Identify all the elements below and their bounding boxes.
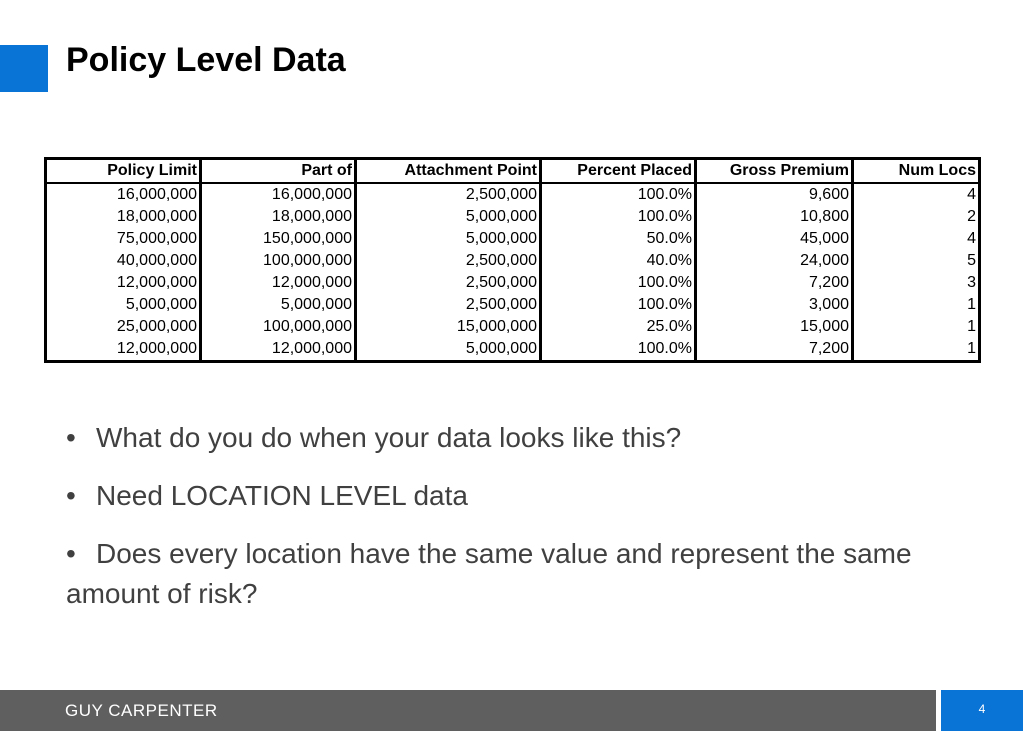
table-row (46, 206, 980, 228)
table-cell: 9,600 (696, 183, 853, 206)
table-cell: 4 (853, 183, 980, 206)
table-cell: 2,500,000 (356, 183, 541, 206)
table-cell: 16,000,000 (201, 183, 356, 206)
policy-data-table (44, 157, 981, 363)
table-cell: 3,000 (696, 294, 853, 316)
header-part-of: Part of (201, 159, 356, 184)
table-cell: 1 (853, 316, 980, 338)
table-cell: 18,000,000 (201, 206, 356, 228)
table-cell: 40.0% (541, 250, 696, 272)
table-cell: 24,000 (696, 250, 853, 272)
table-cell: 100.0% (541, 206, 696, 228)
table-cell: 100.0% (541, 294, 696, 316)
bullet-text: Does every location have the same value and represent the same amount of risk? (66, 538, 912, 609)
bullet-text: What do you do when your data looks like this? (96, 422, 682, 453)
title-accent-square (0, 45, 48, 92)
page-number-box (941, 690, 1023, 731)
table-cell: 5,000,000 (125, 296, 197, 313)
header-attachment-point: Attachment Point (356, 159, 541, 184)
table-cell: 50.0% (541, 228, 696, 250)
table-cell: 15,000 (696, 316, 853, 338)
table-row (46, 250, 980, 272)
table-cell: 5,000,000 (356, 228, 541, 250)
header-percent-placed: Percent Placed (541, 159, 696, 184)
header-gross-premium: Gross Premium (696, 159, 853, 184)
table-cell: 100.0% (541, 338, 696, 362)
table-cell: 1 (853, 294, 980, 316)
table-cell: 5,000,000 (356, 338, 541, 362)
table-cell: 100.0% (541, 183, 696, 206)
table-cell: 25,000,000 (116, 318, 197, 335)
table-cell: 1 (853, 338, 980, 362)
bullet-marker: • (66, 538, 76, 569)
table-cell: 2,500,000 (356, 272, 541, 294)
table-cell: 12,000,000 (116, 274, 197, 291)
bullet-text: Need LOCATION LEVEL data (96, 480, 468, 511)
table-cell: 16,000,000 (116, 186, 197, 203)
table-cell: 7,200 (696, 272, 853, 294)
table-row (46, 316, 980, 338)
table-cell: 45,000 (696, 228, 853, 250)
table-cell: 40,000,000 (116, 252, 197, 269)
table-cell: 2,500,000 (356, 250, 541, 272)
bullet-item (66, 418, 946, 458)
table-row (46, 294, 980, 316)
bullet-marker: • (66, 422, 76, 453)
policy-table-container (44, 157, 981, 363)
table-cell: 5 (853, 250, 980, 272)
table-cell: 2,500,000 (356, 294, 541, 316)
table-cell: 5,000,000 (356, 206, 541, 228)
header-num-locs: Num Locs (853, 159, 980, 184)
table-header-row (46, 159, 980, 184)
table-cell: 100,000,000 (201, 250, 356, 272)
table-row (46, 272, 980, 294)
footer-bar (0, 690, 936, 731)
table-cell: 100,000,000 (201, 316, 356, 338)
table-cell: 75,000,000 (116, 230, 197, 247)
header-policy-limit: Policy Limit (46, 159, 201, 184)
footer-company-name: GUY CARPENTER (65, 701, 218, 720)
table-row (46, 228, 980, 250)
table-cell: 12,000,000 (201, 272, 356, 294)
table-cell: 10,800 (696, 206, 853, 228)
table-row (46, 183, 980, 206)
table-cell: 100.0% (541, 272, 696, 294)
table-cell: 3 (853, 272, 980, 294)
slide-title: Policy Level Data (66, 41, 346, 79)
table-cell: 15,000,000 (356, 316, 541, 338)
page-number: 4 (978, 702, 986, 716)
table-cell: 25.0% (541, 316, 696, 338)
bullet-list (66, 418, 946, 632)
table-cell: 12,000,000 (116, 340, 197, 357)
bullet-item (66, 534, 946, 614)
table-cell: 2 (853, 206, 980, 228)
table-row (46, 338, 980, 362)
bullet-item (66, 476, 946, 516)
table-cell: 18,000,000 (116, 208, 197, 225)
table-cell: 4 (853, 228, 980, 250)
table-body (46, 183, 980, 362)
bullet-marker: • (66, 480, 76, 511)
table-cell: 5,000,000 (201, 294, 356, 316)
table-cell: 150,000,000 (201, 228, 356, 250)
table-cell: 7,200 (696, 338, 853, 362)
table-cell: 12,000,000 (201, 338, 356, 362)
